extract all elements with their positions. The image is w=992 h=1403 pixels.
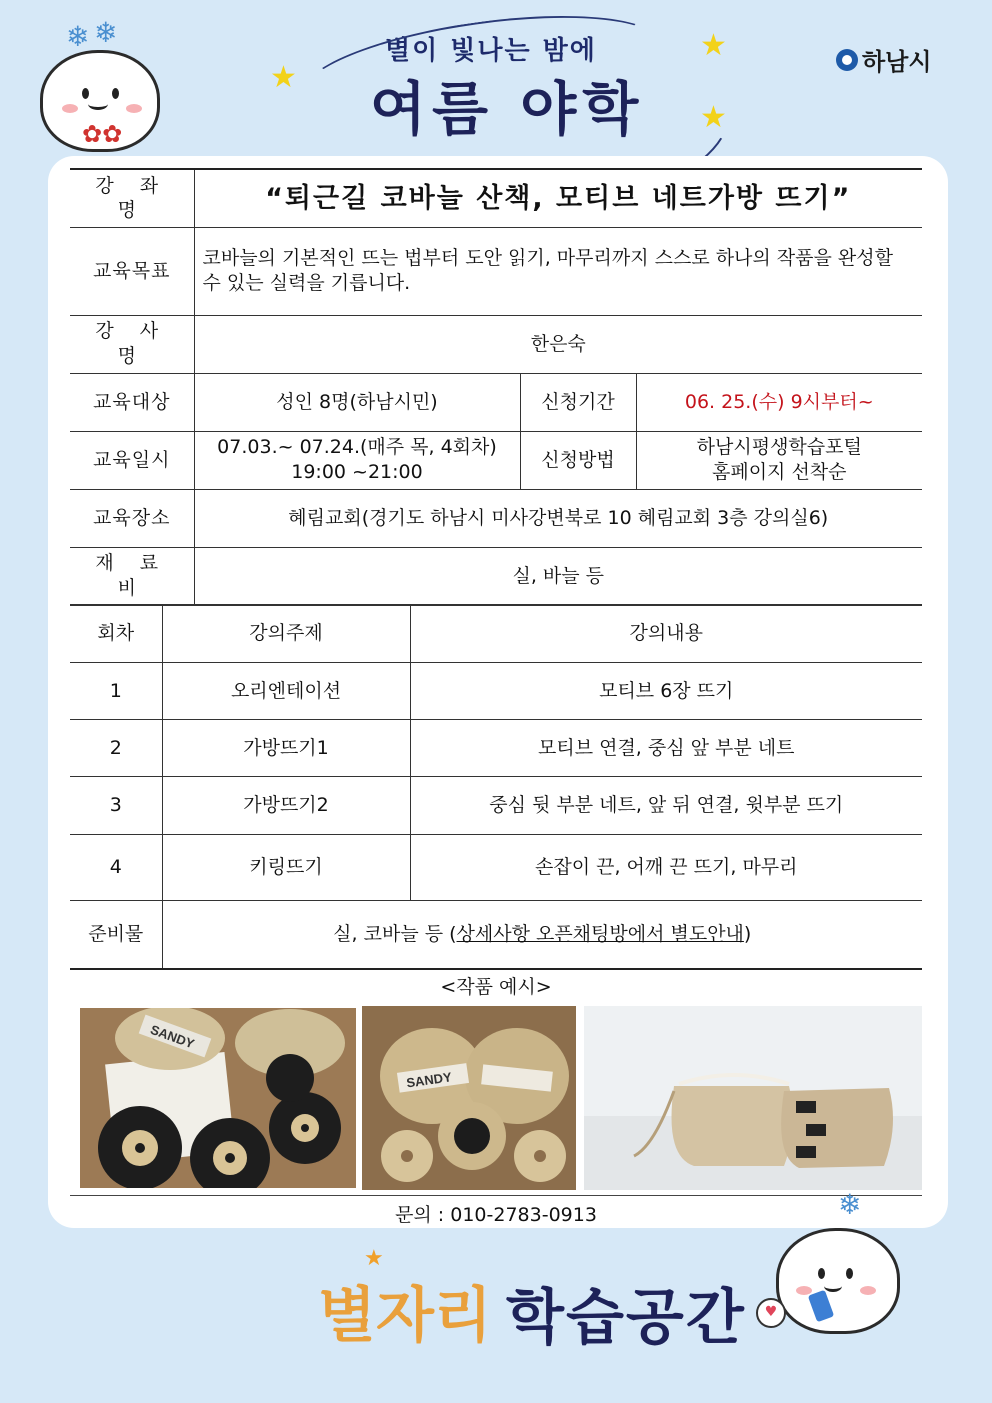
yarn-label-text: SANDY (405, 1069, 453, 1091)
target-label: 교육대상 (70, 373, 194, 431)
star-icon: ★ (700, 28, 727, 63)
session-number: 4 (70, 835, 162, 901)
place-label: 교육장소 (70, 489, 194, 547)
instructor-label: 강 사 명 (70, 315, 194, 373)
session-content: 모티브 연결, 중심 앞 부분 네트 (410, 720, 922, 777)
session-number: 1 (70, 663, 162, 720)
session-number: 2 (70, 720, 162, 777)
yarn-label-text: SANDY (148, 1021, 197, 1052)
session-content: 손잡이 끈, 어깨 끈 뜨기, 마무리 (410, 835, 922, 901)
example-photo-yarn (362, 1006, 576, 1190)
session-number: 3 (70, 777, 162, 835)
instructor-name: 한은숙 (194, 315, 922, 373)
prep-row (70, 901, 922, 969)
goal-label: 교육목표 (70, 227, 194, 315)
header-session: 회차 (70, 605, 162, 663)
apply-method-note: 홈페이지 선착순 (711, 461, 847, 483)
header-content: 강의내용 (410, 605, 922, 663)
session-content: 중심 뒷 부분 네트, 앞 뒤 연결, 윗부분 뜨기 (410, 777, 922, 835)
table-row (70, 835, 922, 901)
poster-title: 여름 야학 (370, 75, 645, 143)
star-icon: ★ (270, 60, 297, 95)
session-content: 모티브 6장 뜨기 (410, 663, 922, 720)
table-row (70, 777, 922, 835)
course-title: “퇴근길 코바늘 산책, 모티브 네트가방 뜨기” (194, 169, 922, 227)
header-topic: 강의주제 (162, 605, 410, 663)
contact-info: 문의 : 010-2783-0913 (395, 1204, 597, 1226)
brand-colored-text: 별자리 (318, 1281, 492, 1351)
prep-value (162, 901, 922, 969)
prep-text: 실, 코바늘 등 ( (333, 922, 457, 945)
lecture-table (70, 604, 922, 970)
apply-method-portal: 하남시평생학습포털 (696, 436, 862, 459)
hanam-logo-text: 하남시 (862, 48, 932, 76)
session-topic: 오리엔테이션 (162, 663, 410, 720)
prep-open-chat-note: 상세사항 오픈채팅방에서 별도안내 (456, 922, 744, 945)
header (0, 0, 992, 160)
star-icon: ★ (364, 1246, 384, 1271)
material-value: 실, 바늘 등 (194, 547, 922, 605)
session-topic: 가방뜨기2 (162, 777, 410, 835)
snowflake-icon: ❄ (66, 20, 90, 53)
hanam-logo (836, 42, 932, 77)
apply-method-value (636, 431, 922, 489)
snowflake-icon: ❄ (94, 16, 118, 49)
prep-label: 준비물 (70, 901, 162, 969)
schedule-time: 19:00 ~21:00 (291, 461, 423, 483)
session-topic: 키링뜨기 (162, 835, 410, 901)
apply-period-value: 06. 25.(수) 9시부터~ (636, 373, 922, 431)
course-label: 강 좌 명 (70, 169, 194, 227)
example-photo-bags (584, 1006, 922, 1190)
schedule-value (194, 431, 520, 489)
table-row (70, 720, 922, 777)
target-value: 성인 8명(하남시민) (194, 373, 520, 431)
flower-bouquet-icon: ✿✿ (82, 120, 123, 148)
examples-label: <작품 예시> (440, 976, 552, 998)
table-row (70, 663, 922, 720)
snowflake-icon: ❄ (838, 1188, 862, 1221)
poster-subtitle: 별이 빛나는 밤에 (385, 36, 597, 66)
example-photo-motifs (80, 1008, 356, 1188)
schedule-label: 교육일시 (70, 431, 194, 489)
heart-icon: ♥ (756, 1298, 786, 1328)
mascot-with-phone (756, 1188, 906, 1338)
mascot-with-flowers (34, 16, 164, 160)
hanam-logo-mark-icon (836, 49, 858, 71)
brand-dark-text: 학습공간 (506, 1283, 746, 1353)
material-label: 재 료 비 (70, 547, 194, 605)
course-info-table (70, 168, 922, 606)
place-value: 혜림교회(경기도 하남시 미사강변북로 10 혜림교회 3층 강의실6) (194, 489, 922, 547)
goal-text: 코바늘의 기본적인 뜨는 법부터 도안 읽기, 마무리까지 스스로 하나의 작품을 완성할 수 있는 실력을 기릅니다. (194, 227, 922, 315)
session-topic: 가방뜨기1 (162, 720, 410, 777)
prep-close: ) (743, 922, 752, 945)
apply-period-label: 신청기간 (520, 373, 636, 431)
schedule-dates: 07.03.~ 07.24.(매주 목, 4회차) (217, 436, 497, 459)
star-icon: ★ (700, 100, 727, 135)
apply-method-label: 신청방법 (520, 431, 636, 489)
